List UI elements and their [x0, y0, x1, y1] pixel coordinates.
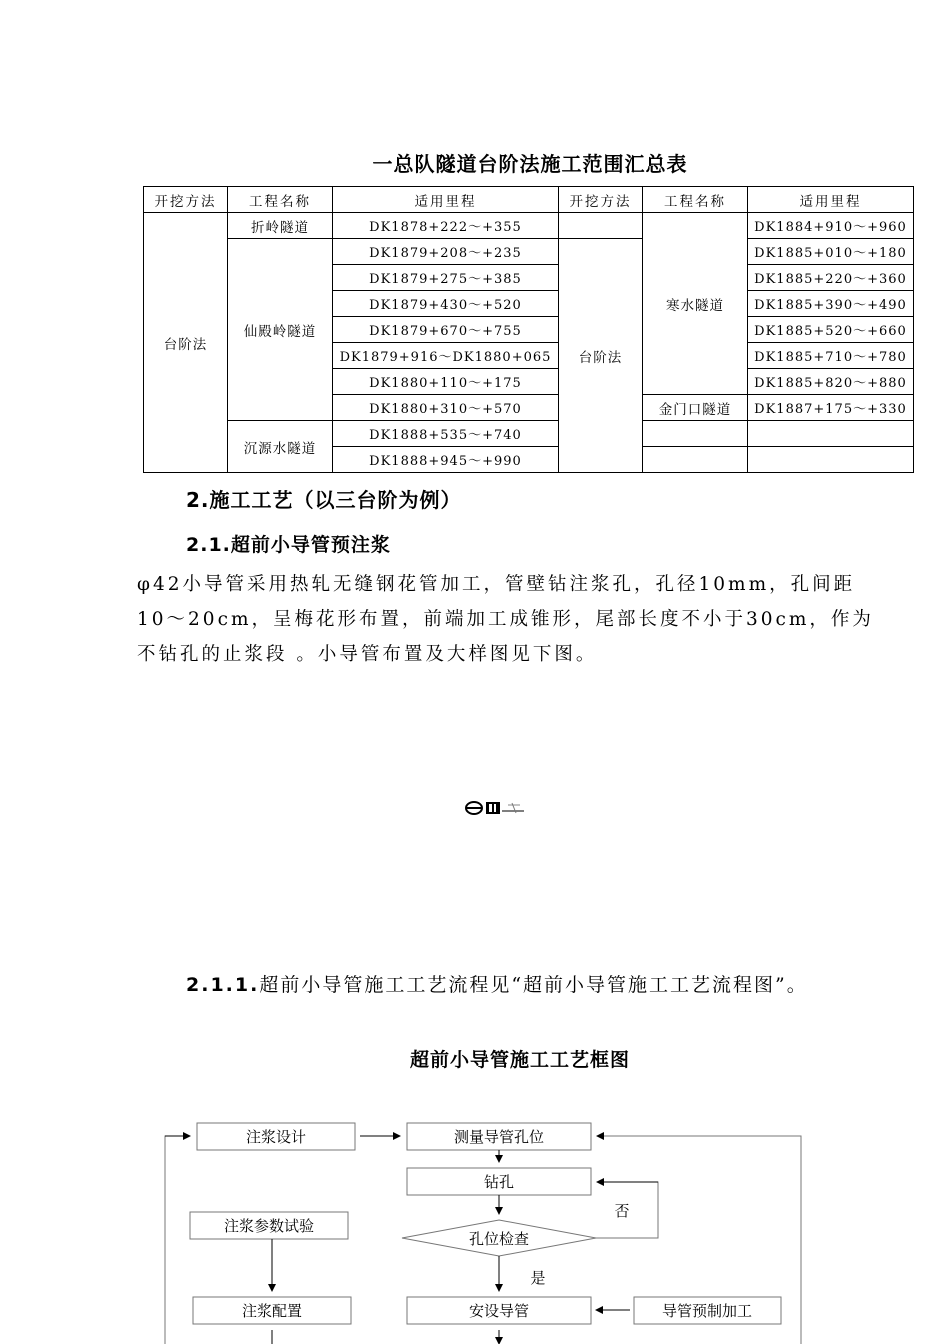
pipe-layout-figure-thumbnail: [464, 797, 534, 819]
tunnel-name-cell: 折岭隧道: [228, 213, 333, 239]
range-cell: DK1879+430～+520: [333, 291, 559, 317]
tunnel-name-cell: 仙殿岭隧道: [228, 239, 333, 421]
empty-cell: [748, 421, 914, 447]
node-label: 孔位检查: [468, 1230, 530, 1248]
node-label: 注浆参数试验: [223, 1217, 315, 1235]
node-label: 钻孔: [483, 1173, 515, 1191]
tunnel-name-cell: 金门口隧道: [643, 395, 748, 421]
range-cell: DK1884+910～+960: [748, 213, 914, 239]
paragraph-line: 10～20cm，呈梅花形布置，前端加工成锥形，尾部长度不小于30cm，作为: [137, 609, 874, 630]
range-cell: DK1879+275～+385: [333, 265, 559, 291]
empty-cell: [559, 213, 643, 239]
table-row: [144, 213, 914, 239]
range-cell: DK1878+222～+355: [333, 213, 559, 239]
section-number: 2.1.1.: [186, 974, 260, 996]
section-heading-2: 2.施工工艺（以三台阶为例）: [186, 488, 462, 512]
section-text: 超前小导管施工工艺流程见“超前小导管施工工艺流程图”。: [259, 974, 808, 996]
header-cell: 适用里程: [333, 187, 559, 213]
range-cell: DK1885+010～+180: [748, 239, 914, 265]
paragraph-line: 不钻孔的止浆段 。小导管布置及大样图见下图。: [137, 644, 598, 665]
method-cell: 台阶法: [559, 239, 643, 473]
range-cell: DK1879+670～+755: [333, 317, 559, 343]
table-row: [144, 421, 914, 447]
tunnel-name-cell: 寒水隧道: [643, 213, 748, 395]
section-heading-2-1: 2.1.超前小导管预注浆: [186, 534, 391, 556]
header-cell: 适用里程: [748, 187, 914, 213]
yes-label: 是: [530, 1269, 546, 1287]
range-cell: DK1885+520～+660: [748, 317, 914, 343]
body-paragraph: [137, 567, 874, 672]
tunnel-name-cell: 沉源水隧道: [228, 421, 333, 473]
node-label: 注浆设计: [245, 1128, 307, 1146]
process-flowchart: [0, 1100, 950, 1344]
range-cell: DK1885+220～+360: [748, 265, 914, 291]
method-cell: 台阶法: [144, 213, 228, 473]
table-title: 一总队隧道台阶法施工范围汇总表: [372, 152, 688, 176]
empty-cell: [643, 421, 748, 447]
range-cell: DK1879+208～+235: [333, 239, 559, 265]
header-cell: 开挖方法: [144, 187, 228, 213]
range-cell: DK1887+175～+330: [748, 395, 914, 421]
range-cell: DK1885+710～+780: [748, 343, 914, 369]
node-label: 安设导管: [468, 1302, 530, 1320]
range-cell: DK1888+535～+740: [333, 421, 559, 447]
flowchart-title: 超前小导管施工工艺框图: [409, 1049, 630, 1071]
range-cell: DK1880+310～+570: [333, 395, 559, 421]
section-heading-2-1-1: [186, 970, 808, 997]
no-label: 否: [614, 1202, 630, 1220]
range-cell: DK1885+820～+880: [748, 369, 914, 395]
range-cell: DK1885+390～+490: [748, 291, 914, 317]
empty-cell: [748, 447, 914, 473]
node-label: 测量导管孔位: [453, 1128, 545, 1146]
node-label: 导管预制加工: [661, 1302, 753, 1320]
header-cell: 工程名称: [643, 187, 748, 213]
table-row: [144, 239, 914, 265]
table-header-row: [144, 187, 914, 213]
range-cell: DK1880+110～+175: [333, 369, 559, 395]
paragraph-line: φ42小导管采用热轧无缝钢花管加工，管壁钻注浆孔，孔径10mm，孔间距: [137, 574, 856, 595]
header-cell: 开挖方法: [559, 187, 643, 213]
range-cell: DK1888+945～+990: [333, 447, 559, 473]
summary-table: [143, 186, 914, 473]
node-label: 注浆配置: [241, 1302, 303, 1320]
range-cell: DK1879+916～DK1880+065: [333, 343, 559, 369]
header-cell: 工程名称: [228, 187, 333, 213]
empty-cell: [643, 447, 748, 473]
